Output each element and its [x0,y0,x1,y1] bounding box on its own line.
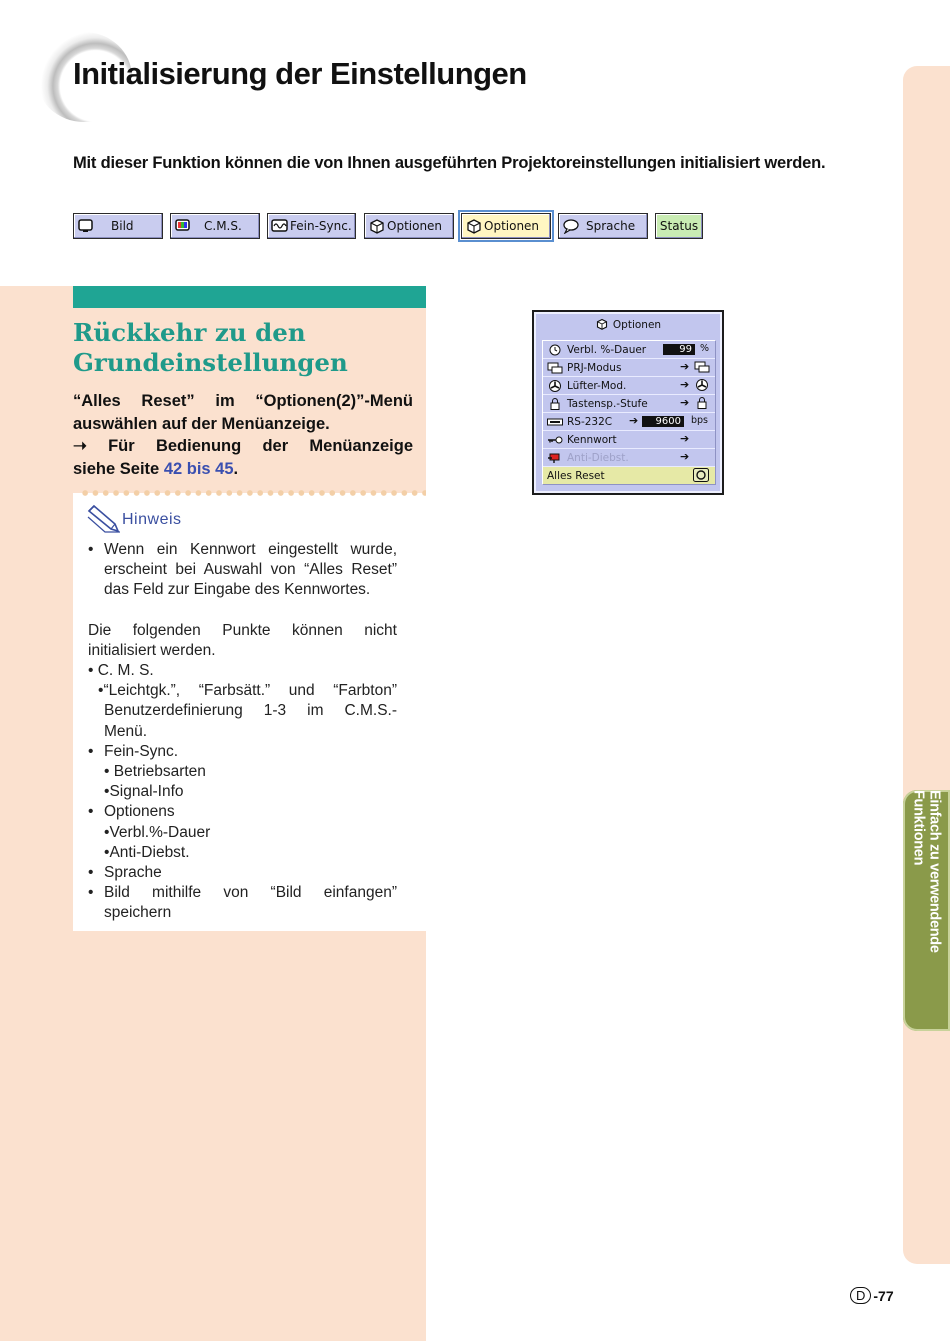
color-bars-icon [174,218,192,234]
tab-fein-sync[interactable] [267,213,356,239]
hinweis-label: Hinweis [122,511,182,528]
tab-label: Sprache [586,219,636,233]
timer-icon [547,344,563,356]
wave-icon [271,218,289,234]
list-item: • C. M. S. [88,662,154,680]
page-reference-link[interactable]: 42 bis 45 [163,459,234,478]
tab-optionen-2[interactable] [461,213,551,239]
list-item: • Bild mithilfe von “Bild einfangen” speichern [88,883,397,923]
instruction-text: “Alles Reset” im “Optionen(2)”-Menü auswählen auf der Menüanzeige. ➝ Für Bedienung der Menüanzeige siehe Seite 42 bis 45. [73,392,413,478]
tab-cms[interactable] [170,213,260,239]
box-icon [368,218,386,234]
key-icon [547,434,563,446]
projector-mode-icon [547,362,563,374]
chapter-sidebar [903,66,950,1264]
list-item: •Verbl.%-Dauer [104,823,211,841]
tab-label: Optionen [484,219,540,233]
menu-row-verbl-dauer[interactable]: Verbl. %-Dauer 99 % [543,341,715,359]
box-icon [595,318,609,330]
projector-mode-icon [694,361,710,373]
list-item: • Fein-Sync. [88,742,397,762]
lock-icon [694,397,710,409]
tab-label: Status [659,219,699,233]
tab-status[interactable] [655,213,703,239]
tab-sprache[interactable] [558,213,648,239]
menu-row-prj-modus[interactable]: PRJ-Modus ➔ [543,359,715,377]
menu-row-alles-reset[interactable]: Alles Reset [543,467,715,484]
tab-label: Bild [111,219,134,233]
page-number: D -77 [850,1287,894,1304]
dotted-divider [80,490,426,496]
speech-bubble-icon [562,218,580,234]
reset-icon [693,468,709,482]
box-icon [465,218,483,234]
menu-row-kennwort[interactable]: Kennwort ➔ [543,431,715,449]
list-item: •Signal-Info [104,783,184,801]
menu-row-tastensp-stufe[interactable]: Tastensp.-Stufe ➔ [543,395,715,413]
menu-row-rs232c[interactable]: RS-232C ➔ 9600 bps [543,413,715,431]
fan-icon [694,379,710,391]
list-item: •Anti-Diebst. [104,843,190,861]
monitor-icon [77,218,95,234]
fan-icon [547,380,563,392]
menu-row-luefter-mod[interactable]: Lüfter-Mod. ➔ [543,377,715,395]
list-item: • Betriebsarten [104,763,206,781]
pencil-note-icon [85,503,123,535]
tab-label: Optionen [387,219,443,233]
notes-list: • Wenn ein Kennwort eingestellt wurde, erscheint bei Auswahl von “Alles Reset” das Feld zur Eingabe des Kennwortes. Die folgenden Punkte können nicht initialisiert werden. • C. M. S. •“Leichtgk.”, “Farbsätt.” und “Farbton” Benutzerdefinierung 1-3 im C.M.S.- Menü. • Fein-Sync. • Betriebsarten •Signal-Info • Optionens •Verbl.%-Dauer •Anti-Diebst. • Sprache • Bild mithilfe von “Bild einfangen” speichern [88,540,397,924]
menu-row-anti-diebst[interactable]: Anti-Diebst. ➔ [543,449,715,467]
list-item: •“Leichtgk.”, “Farbsätt.” und “Farbton” [98,682,397,700]
tab-label: Fein-Sync. [290,219,352,233]
list-item: • Optionens [88,802,397,822]
tab-optionen-1[interactable] [364,213,454,239]
list-item: • Wenn ein Kennwort eingestellt wurde, erscheint bei Auswahl von “Alles Reset” das Feld zur Eingabe des Kennwortes. [88,540,397,601]
section-header-bar [73,286,426,308]
lock-icon [547,398,563,410]
tab-bild[interactable] [73,213,163,239]
chapter-tab-label: Einfach zu verwendende Funktionen [910,790,943,953]
anti-theft-icon [547,452,563,464]
options-menu-screenshot [532,310,724,495]
intro-text: Mit dieser Funktion können die von Ihnen ausgeführten Projektoreinstellungen initialisiert werden. [73,154,826,172]
list-item: • Sprache [88,863,397,883]
menu-rows [542,340,716,485]
menu-header: Optionen [534,318,722,331]
tab-label: C.M.S. [204,219,242,233]
section-title: Rückkehr zu den Grundeinstellungen [73,318,348,377]
serial-port-icon [547,416,563,428]
page-title: Initialisierung der Einstellungen [73,56,527,91]
